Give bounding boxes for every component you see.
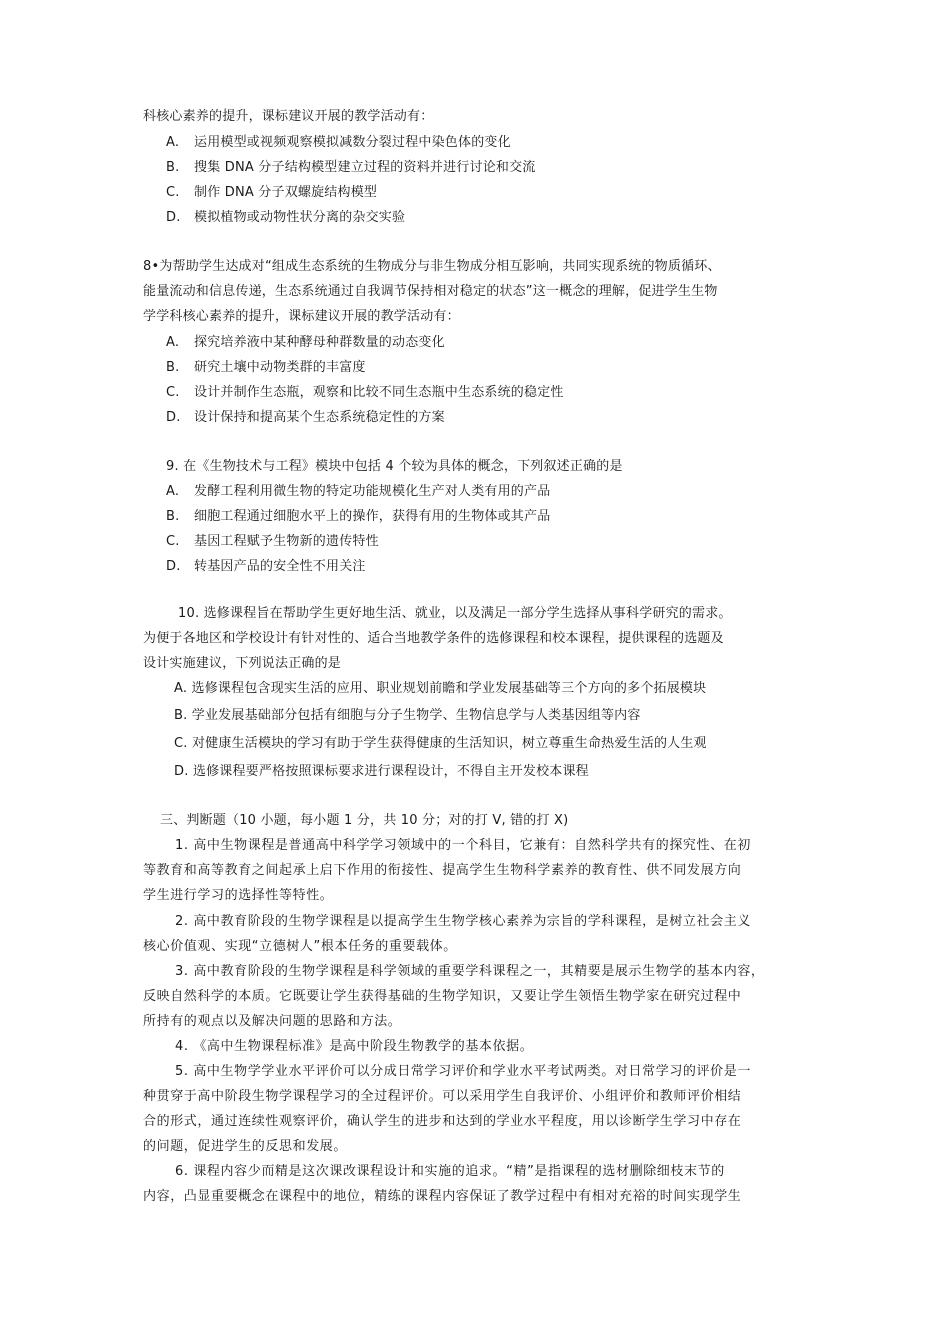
section-heading: 三、判断题（10 小题，每小题 1 分，共 10 分；对的打 V, 错的打 X) [160, 813, 569, 828]
q10-option-a: A. 选修课程包含现实生活的应用、职业规划前瞻和学业发展基础等三个方向的多个拓展模块 [174, 681, 707, 696]
q10-stem-line: 为便于各地区和学校设计有针对性的、适合当地教学条件的选修课程和校本课程，提供课程的选题及 [143, 631, 724, 646]
q8-stem-line: 8•为帮助学生达成对“组成生态系统的生物成分与非生物成分相互影响，共同实现系统的物质循环、 [143, 259, 721, 274]
judgment-item-5-line: 的问题，促进学生的反思和发展。 [143, 1139, 348, 1154]
judgment-item-5-line: 合的形式，通过连续性观察评价，确认学生的进步和达到的学业水平程度，用以诊断学生学习中存在 [143, 1114, 742, 1129]
judgment-item-3-line: 反映自然科学的本质。它既要让学生获得基础的生物学知识，又要让学生领悟生物学家在研究过程中 [143, 989, 742, 1004]
judgment-item-3-line: 所持有的观点以及解决问题的思路和方法。 [143, 1014, 402, 1029]
q9-option-c: C. 基因工程赋予生物新的遗传特性 [166, 534, 379, 549]
judgment-item-6-line: 内容，凸显重要概念在课程中的地位，精练的课程内容保证了教学过程中有相对充裕的时间实现学生 [143, 1189, 742, 1204]
q8-option-a: A. 探究培养液中某种酵母种群数量的动态变化 [166, 335, 445, 350]
q7-option-c: C. 制作 DNA 分子双螺旋结构模型 [166, 185, 378, 200]
q8-option-c: C. 设计并制作生态瓶，观察和比较不同生态瓶中生态系统的稳定性 [166, 385, 564, 400]
q9-option-d: D. 转基因产品的安全性不用关注 [166, 559, 366, 574]
q7-option-d: D. 模拟植物或动物性状分离的杂交实验 [166, 210, 406, 225]
judgment-item-5-line: 种贯穿于高中阶段生物学课程学习的全过程评价。可以采用学生自我评价、小组评价和教师评价相结 [143, 1089, 742, 1104]
q10-stem-line: 10. 选修课程旨在帮助学生更好地生活、就业，以及满足一部分学生选择从事科学研究的需求。 [178, 606, 732, 621]
judgment-item-2-line: 核心价值观、实现“立德树人”根本任务的重要载体。 [143, 939, 457, 954]
judgment-item-1-line: 等教育和高等教育之间起承上启下作用的衔接性、提高学生生物科学素养的教育性、供不同发展方向 [143, 863, 742, 878]
q8-option-b: B. 研究土壤中动物类群的丰富度 [166, 360, 366, 375]
q10-option-c: C. 对健康生活模块的学习有助于学生获得健康的生活知识，树立尊重生命热爱生活的人生观 [174, 736, 707, 751]
q9-option-a: A. 发酵工程利用微生物的特定功能规模化生产对人类有用的产品 [166, 484, 551, 499]
q7-option-b: B. 搜集 DNA 分子结构模型建立过程的资料并进行讨论和交流 [166, 160, 536, 175]
judgment-item-4-line: 4. 《高中生物课程标准》是高中阶段生物教学的基本依据。 [175, 1039, 534, 1054]
q8-option-d: D. 设计保持和提高某个生态系统稳定性的方案 [166, 410, 445, 425]
q9-stem: 9. 在《生物技术与工程》模块中包括 4 个较为具体的概念，下列叙述正确的是 [166, 459, 623, 474]
q7-lead: 科核心素养的提升，课标建议开展的教学活动有： [143, 109, 434, 124]
judgment-item-1-line: 1. 高中生物课程是普通高中科学学习领域中的一个科目，它兼有：自然科学共有的探究性、在初 [175, 838, 751, 853]
judgment-item-1-line: 学生进行学习的选择性等特性。 [143, 888, 334, 903]
q7-option-a: A. 运用模型或视频观察模拟减数分裂过程中染色体的变化 [166, 135, 511, 150]
judgment-item-6-line: 6. 课程内容少而精是这次课改课程设计和实施的追求。“精”是指课程的选材删除细枝末节的 [175, 1164, 725, 1179]
q8-stem-line: 学学科核心素养的提升，课标建议开展的教学活动有： [143, 309, 460, 324]
judgment-item-5-line: 5. 高中生物学学业水平评价可以分成日常学习评价和学业水平考试两类。对日常学习的评价是一 [175, 1064, 751, 1079]
judgment-item-3-line: 3. 高中教育阶段的生物学课程是科学领域的重要学科课程之一，其精要是展示生物学的基本内容， [175, 964, 765, 979]
q10-stem-line: 设计实施建议，下列说法正确的是 [143, 656, 342, 671]
q9-option-b: B. 细胞工程通过细胞水平上的操作，获得有用的生物体或其产品 [166, 509, 551, 524]
q10-option-b: B. 学业发展基础部分包括有细胞与分子生物学、生物信息学与人类基因组等内容 [174, 708, 641, 723]
q8-stem-line: 能量流动和信息传递，生态系统通过自我调节保持相对稳定的状态”这一概念的理解，促进学生生物 [143, 284, 718, 299]
q10-option-d: D. 选修课程要严格按照课标要求进行课程设计，不得自主开发校本课程 [174, 764, 589, 779]
judgment-item-2-line: 2. 高中教育阶段的生物学课程是以提高学生生物学核心素养为宗旨的学科课程，是树立社会主义 [175, 914, 751, 929]
